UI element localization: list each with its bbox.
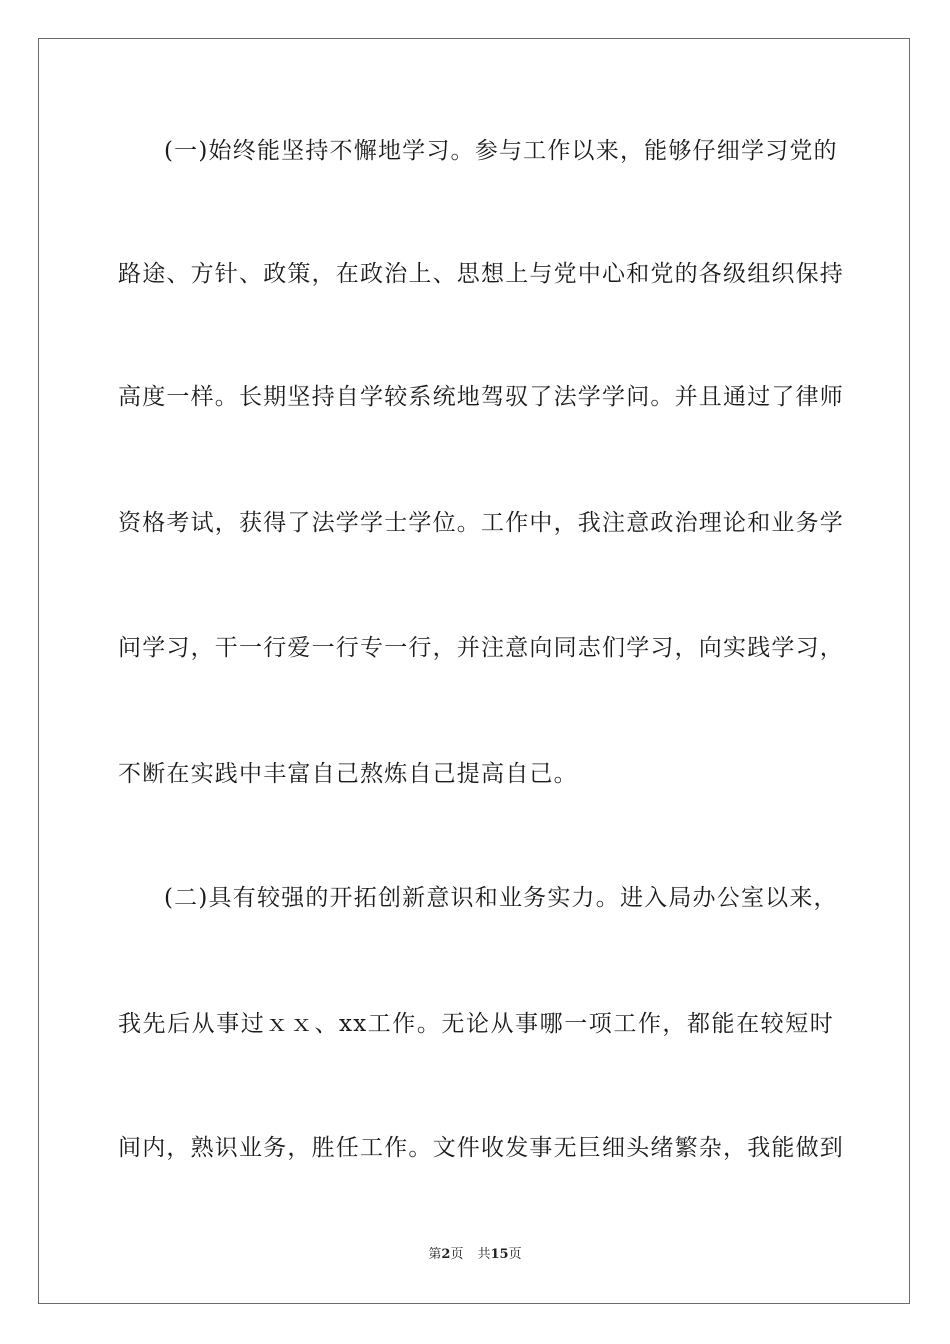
- total-prefix: 共: [477, 1247, 491, 1262]
- page-footer: [0, 1246, 950, 1264]
- total-pages: 15: [490, 1247, 509, 1262]
- paragraph-1-line-5: 问学习，干一行爱一行专一行，并注意向同志们学习，向实践学习，: [118, 635, 844, 661]
- paragraph-1-line-1: (一)始终能坚持不懈地学习。参与工作以来，能够仔细学习党的: [164, 138, 838, 164]
- page-prefix: 第: [428, 1247, 442, 1262]
- page-border: [38, 38, 910, 1304]
- paragraph-2-line-1: (二)具有较强的开拓创新意识和业务实力。进入局办公室以来，: [164, 885, 838, 911]
- total-suffix: 页: [508, 1247, 522, 1262]
- paragraph-1-line-6: 不断在实践中丰富自己熬炼自己提高自己。: [118, 761, 578, 787]
- page-suffix: 页: [450, 1247, 464, 1262]
- page-number: 2: [441, 1247, 451, 1262]
- paragraph-1-line-3: 高度一样。长期坚持自学较系统地驾驭了法学学问。并且通过了律师: [118, 384, 844, 410]
- paragraph-2-line-2: 我先后从事过ｘｘ、xx工作。无论从事哪一项工作，都能在较短时: [118, 1011, 834, 1037]
- paragraph-1-line-2: 路途、方针、政策，在政治上、思想上与党中心和党的各级组织保持: [118, 261, 844, 287]
- paragraph-2-line-3: 间内，熟识业务，胜任工作。文件收发事无巨细头绪繁杂，我能做到: [118, 1135, 844, 1161]
- paragraph-1-line-4: 资格考试，获得了法学学士学位。工作中，我注意政治理论和业务学: [118, 510, 844, 536]
